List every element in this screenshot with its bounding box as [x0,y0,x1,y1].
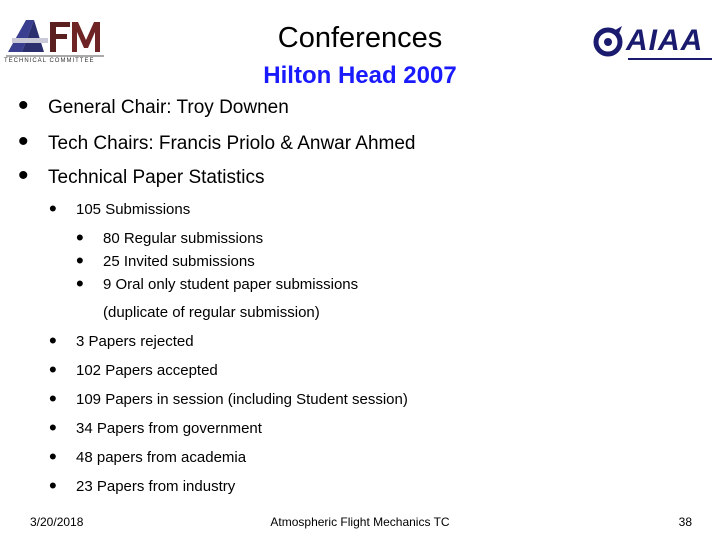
bullet-dot: • [18,89,29,122]
bullet-dot: • [49,415,57,440]
stat-text: 102 Papers accepted [76,362,218,379]
bullet-text: Tech Chairs: Francis Priolo & Anwar Ahmed [48,133,416,154]
bullet-dot: • [49,357,57,382]
bullet-dot: • [18,159,29,192]
stat-item [49,444,247,469]
bullet-tech-chairs [18,125,416,158]
slide-title: Conferences [277,22,443,54]
aiaa-underline [628,58,712,60]
bullet-text: Technical Paper Statistics [48,167,265,188]
bullet-dot: • [49,196,57,221]
stat-text: 9 Oral only student paper submissions [103,276,359,293]
stat-text: 105 Submissions [76,201,191,218]
stat-sub-item [76,271,359,296]
stat-text: 48 papers from academia [76,449,247,466]
aiaa-logo-text: AIAA [626,24,704,57]
bullet-text: General Chair: Troy Downen [48,97,289,118]
afm-logo-caption: TECHNICAL COMMITTEE [4,58,95,64]
stat-text: 23 Papers from industry [76,478,236,495]
footer-page-number: 38 [678,515,692,529]
stat-submissions [49,196,191,221]
stat-text: 25 Invited submissions [103,253,255,270]
stat-sub-item [76,248,255,273]
stat-item [49,328,194,353]
stat-text: 3 Papers rejected [76,333,194,350]
bullet-dot: • [76,271,84,296]
bullet-dot: • [49,473,57,498]
bullet-technical-paper-statistics [18,159,265,192]
stat-item [49,386,408,411]
bullet-dot: • [76,225,84,250]
stat-text: 80 Regular submissions [103,230,264,247]
stat-text: 109 Papers in session (including Student session) [76,391,408,408]
stat-sub-item [76,225,264,250]
stat-item [49,357,218,382]
footer-date: 3/20/2018 [30,515,84,529]
bullet-dot: • [49,328,57,353]
stat-item [49,415,262,440]
footer-center: Atmospheric Flight Mechanics TC [270,515,450,529]
slide-subtitle: Hilton Head 2007 [263,62,457,89]
bullet-dot: • [49,444,57,469]
bullet-general-chair [18,89,289,122]
stat-item [49,473,236,498]
stat-sub-note: (duplicate of regular submission) [103,304,320,321]
stat-text: 34 Papers from government [76,420,262,437]
bullet-dot: • [49,386,57,411]
bullet-dot: • [18,125,29,158]
bullet-dot: • [76,248,84,273]
